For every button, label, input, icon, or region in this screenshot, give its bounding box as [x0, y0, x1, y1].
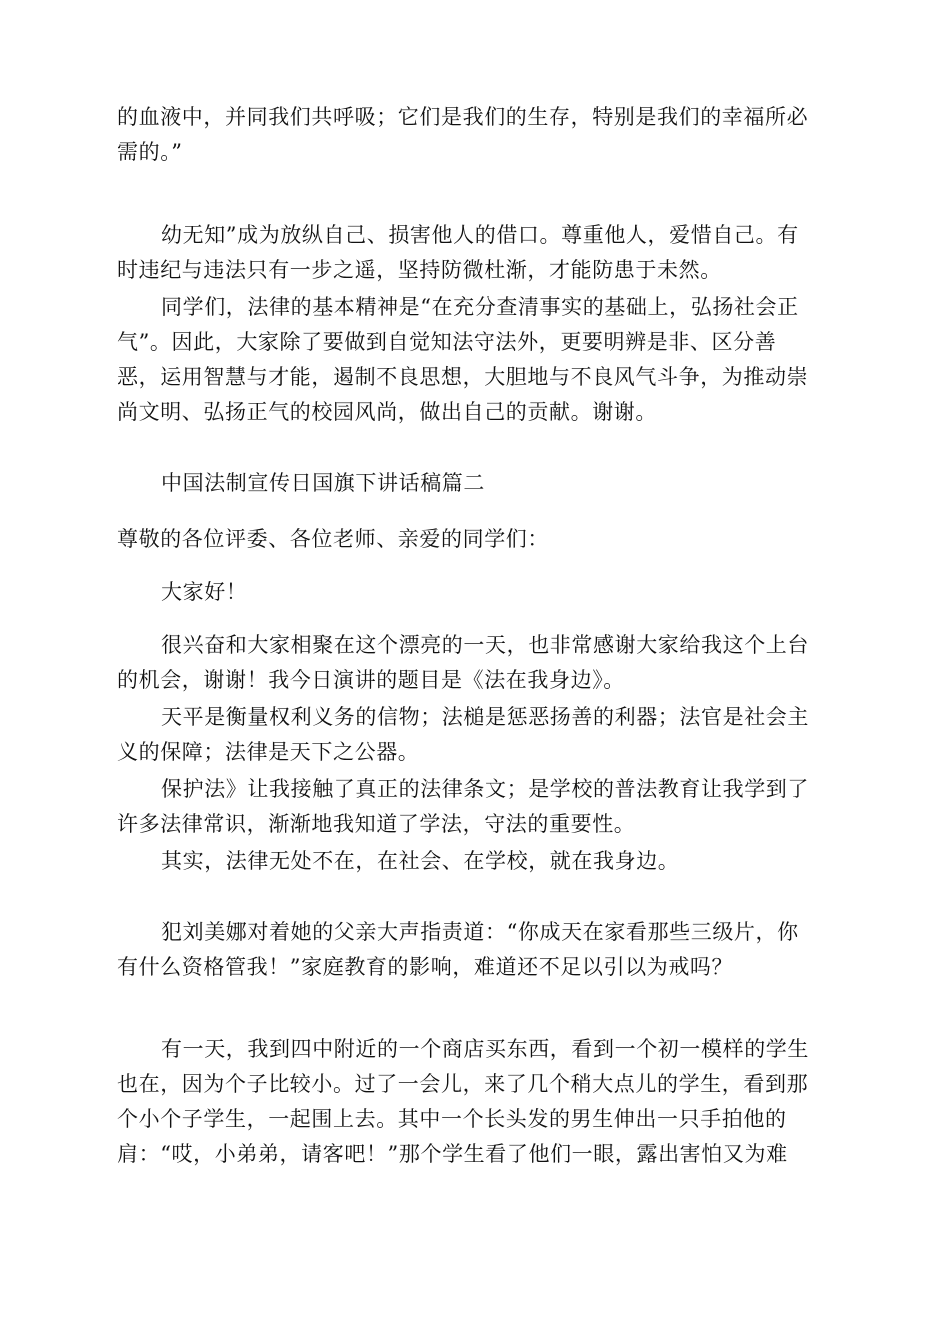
text-line: 犯刘美娜对着她的父亲大声指责道：“你成天在家看那些三级片，你	[161, 920, 799, 944]
text-line: 同学们，法律的基本精神是“在充分查清事实的基础上，弘扬社会正	[161, 295, 799, 319]
text-line: 的血液中，并同我们共呼吸；它们是我们的生存，特别是我们的幸福所必	[117, 105, 809, 129]
paragraph-p1	[117, 100, 808, 170]
text-line: 其实，法律无处不在，在社会、在学校，就在我身边。	[161, 849, 680, 873]
text-line: 气”。因此，大家除了要做到自觉知法守法外，更要明辨是非、区分善	[117, 330, 777, 354]
text-line: 也在，因为个子比较小。过了一会儿，来了几个稍大点儿的学生，看到那	[117, 1072, 809, 1096]
text-line: 尚文明、弘扬正气的校园风尚，做出自己的贡献。谢谢。	[117, 400, 657, 424]
paragraph-greeting	[117, 575, 247, 610]
text-line: 需的。”	[117, 140, 183, 164]
text-line: 幼无知”成为放纵自己、损害他人的借口。尊重他人，爱惜自己。有	[161, 223, 799, 247]
text-line: 有一天，我到四中附近的一个商店买东西，看到一个初一模样的学生	[161, 1037, 809, 1061]
text-line: 个小个子学生，一起围上去。其中一个长头发的男生伸出一只手拍他的	[117, 1107, 787, 1131]
paragraph-p6	[117, 772, 809, 842]
text-line: 义的保障；法律是天下之公器。	[117, 740, 420, 764]
paragraph-p2	[117, 218, 799, 288]
text-line: 尊敬的各位评委、各位老师、亲爱的同学们：	[117, 527, 549, 551]
text-line: 大家好！	[161, 580, 248, 604]
text-line: 肩：“哎，小弟弟，请客吧！”那个学生看了他们一眼，露出害怕又为难	[117, 1142, 788, 1166]
paragraph-p9	[117, 1032, 809, 1172]
paragraph-heading	[117, 466, 485, 501]
paragraph-p8	[117, 915, 799, 985]
text-line: 中国法制宣传日国旗下讲话稿篇二	[161, 471, 485, 495]
text-line: 的机会，谢谢！我今日演讲的题目是《法在我身边》。	[117, 668, 625, 692]
text-line: 保护法》让我接触了真正的法律条文；是学校的普法教育让我学到了	[161, 777, 809, 801]
text-line: 有什么资格管我！”家庭教育的影响，难道还不足以引以为戒吗？	[117, 955, 734, 979]
text-line: 恶，运用智慧与才能，遏制不良思想，大胆地与不良风气斗争，为推动崇	[117, 365, 809, 389]
text-line: 天平是衡量权利义务的信物；法槌是惩恶扬善的利器；法官是社会主	[161, 705, 809, 729]
text-line: 很兴奋和大家相聚在这个漂亮的一天，也非常感谢大家给我这个上台	[161, 633, 809, 657]
paragraph-p4	[117, 628, 809, 698]
paragraph-p5	[117, 700, 809, 770]
text-line: 时违纪与违法只有一步之遥，坚持防微杜渐，才能防患于未然。	[117, 258, 722, 282]
text-line: 许多法律常识，渐渐地我知道了学法，守法的重要性。	[117, 812, 636, 836]
paragraph-salutation	[117, 522, 549, 557]
paragraph-p7	[117, 844, 679, 879]
paragraph-p3	[117, 290, 808, 430]
